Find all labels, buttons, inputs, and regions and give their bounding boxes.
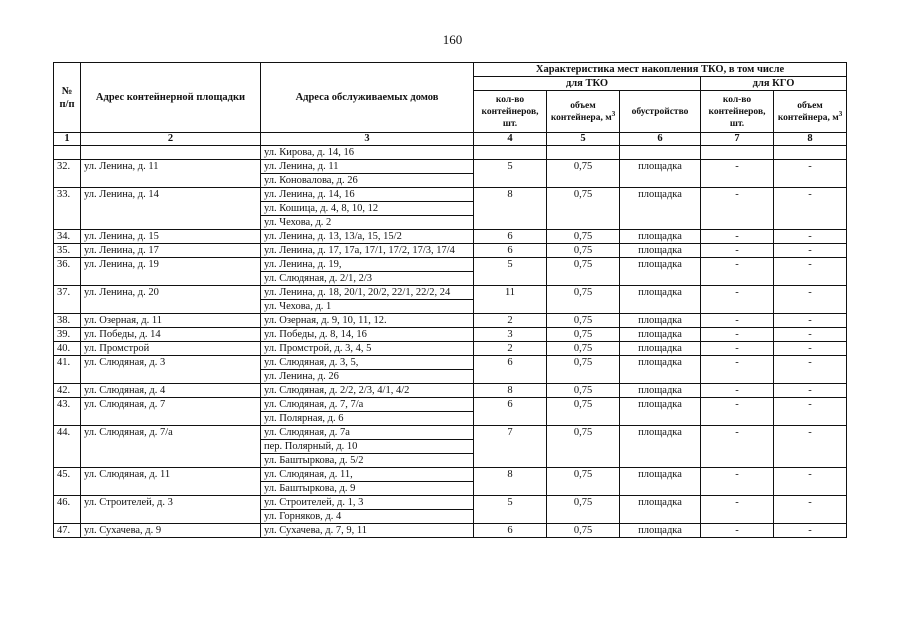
tko-container-count: 6 [474,230,547,244]
table-row [54,314,847,328]
row-number: 38. [54,314,81,328]
row-number: 32. [54,160,81,188]
column-number: 7 [701,133,774,146]
table-row [54,524,847,538]
column-number: 2 [81,133,261,146]
header-kgo-volume-sup: 3 [838,109,843,118]
tko-container-volume: 0,75 [547,356,620,384]
header-tko-volume [547,91,620,133]
tko-container-count: 5 [474,160,547,188]
site-arrangement: площадка [620,356,701,384]
tko-container-volume: 0,75 [547,384,620,398]
header-tko-count: кол-во контейнеров, шт. [474,91,547,133]
table-row [54,468,847,482]
kgo-container-count: - [701,328,774,342]
tko-container-volume: 0,75 [547,188,620,230]
table-row [54,496,847,510]
header-col-houses: Адреса обслуживаемых домов [261,63,474,133]
table-row [54,426,847,440]
tko-container-volume: 0,75 [547,398,620,426]
served-house-address: ул. Ленина, д. 13, 13/а, 15, 15/2 [261,230,474,244]
row-number: 33. [54,188,81,230]
table-row [54,160,847,174]
served-house-address: ул. Ленина, д. 14, 16 [261,188,474,202]
header-tko-volume-sup: 3 [611,109,616,118]
kgo-container-count: - [701,314,774,328]
row-number: 36. [54,258,81,286]
tko-container-count: 11 [474,286,547,314]
kgo-container-volume: - [774,356,847,384]
kgo-container-count: - [701,188,774,230]
tko-container-volume: 0,75 [547,244,620,258]
kgo-container-count: - [701,426,774,468]
table-row [54,244,847,258]
kgo-container-count: - [701,524,774,538]
header-group-title: Характеристика мест накопления ТКО, в том числе [474,63,847,77]
kgo-container-count: - [701,342,774,356]
tko-container-count: 7 [474,426,547,468]
row-number: 47. [54,524,81,538]
served-house-address: ул. Баштыркова, д. 5/2 [261,454,474,468]
table-row [54,328,847,342]
tko-container-count: 6 [474,398,547,426]
tko-container-volume: 0,75 [547,314,620,328]
header-tko: для ТКО [474,77,701,91]
row-number: 34. [54,230,81,244]
row-number: 40. [54,342,81,356]
row-number: 42. [54,384,81,398]
tko-container-count: 6 [474,356,547,384]
tko-container-count: 5 [474,258,547,286]
served-house-address: ул. Баштыркова, д. 9 [261,482,474,496]
kgo-container-volume: - [774,160,847,188]
kgo-container-count: - [701,258,774,286]
site-address [81,146,261,160]
kgo-container-count: - [701,160,774,188]
kgo-container-volume: - [774,496,847,524]
header-kgo-volume-text: объем контейнера, м [777,100,839,123]
header-col-no: № п/п [54,63,81,133]
header-col-address: Адрес контейнерной площадки [81,63,261,133]
served-house-address: ул. Коновалова, д. 26 [261,174,474,188]
site-address: ул. Ленина, д. 17 [81,244,261,258]
table-row [54,384,847,398]
served-house-address: ул. Ленина, д. 26 [261,370,474,384]
kgo-container-volume: - [774,468,847,496]
site-arrangement: площадка [620,258,701,286]
page-number: 160 [442,32,463,47]
column-number: 3 [261,133,474,146]
kgo-container-volume: - [774,244,847,258]
site-arrangement: площадка [620,496,701,524]
kgo-container-count: - [701,286,774,314]
tko-container-count: 2 [474,314,547,328]
table-row [54,146,847,160]
site-arrangement: площадка [620,328,701,342]
served-house-address: ул. Слюдяная, д. 7а [261,426,474,440]
site-address: ул. Строителей, д. 3 [81,496,261,524]
served-house-address: ул. Ленина, д. 19, [261,258,474,272]
site-address: ул. Слюдяная, д. 3 [81,356,261,384]
site-address: ул. Слюдяная, д. 7 [81,398,261,426]
kgo-container-volume: - [774,258,847,286]
tko-container-count: 2 [474,342,547,356]
tko-container-volume: 0,75 [547,258,620,286]
column-number: 6 [620,133,701,146]
kgo-container-volume [774,146,847,160]
tko-container-count: 8 [474,468,547,496]
kgo-container-volume: - [774,398,847,426]
kgo-container-count: - [701,496,774,524]
kgo-container-volume: - [774,188,847,230]
table-row [54,398,847,412]
column-number: 1 [54,133,81,146]
column-number: 8 [774,133,847,146]
kgo-container-volume: - [774,384,847,398]
served-house-address: ул. Полярная, д. 6 [261,412,474,426]
tko-container-volume: 0,75 [547,328,620,342]
tko-container-volume: 0,75 [547,286,620,314]
kgo-container-count: - [701,356,774,384]
tko-container-volume: 0,75 [547,230,620,244]
site-arrangement: площадка [620,398,701,426]
served-house-address: ул. Слюдяная, д. 3, 5, [261,356,474,370]
kgo-container-count: - [701,468,774,496]
tko-container-count: 8 [474,384,547,398]
site-arrangement: площадка [620,426,701,468]
served-house-address: ул. Ленина, д. 11 [261,160,474,174]
site-address: ул. Слюдяная, д. 7/а [81,426,261,468]
site-address: ул. Озерная, д. 11 [81,314,261,328]
site-address: ул. Слюдяная, д. 11 [81,468,261,496]
served-house-address: ул. Строителей, д. 1, 3 [261,496,474,510]
tko-container-volume: 0,75 [547,496,620,524]
site-arrangement: площадка [620,524,701,538]
tko-container-volume: 0,75 [547,342,620,356]
site-arrangement: площадка [620,188,701,230]
header-kgo: для КГО [701,77,847,91]
served-house-address: ул. Слюдяная, д. 11, [261,468,474,482]
table-row [54,258,847,272]
site-address: ул. Ленина, д. 19 [81,258,261,286]
row-number: 45. [54,468,81,496]
column-number-row [54,133,847,146]
tko-container-volume: 0,75 [547,524,620,538]
site-arrangement: площадка [620,468,701,496]
kgo-container-volume: - [774,342,847,356]
site-address: ул. Ленина, д. 11 [81,160,261,188]
tko-container-count: 3 [474,328,547,342]
table-row [54,342,847,356]
kgo-container-volume: - [774,426,847,468]
table-row [54,230,847,244]
tko-container-volume: 0,75 [547,468,620,496]
row-number: 44. [54,426,81,468]
site-arrangement [620,146,701,160]
kgo-container-volume: - [774,328,847,342]
served-house-address: ул. Чехова, д. 2 [261,216,474,230]
tko-container-count: 8 [474,188,547,230]
header-kgo-count: кол-во контейнеров, шт. [701,91,774,133]
tko-container-count: 5 [474,496,547,524]
table-row [54,286,847,300]
kgo-container-volume: - [774,286,847,314]
tko-container-count: 6 [474,244,547,258]
row-number: 37. [54,286,81,314]
tko-container-count: 6 [474,524,547,538]
header-arrangement: обустройство [620,91,701,133]
kgo-container-count: - [701,398,774,426]
kgo-container-volume: - [774,524,847,538]
site-arrangement: площадка [620,244,701,258]
served-house-address: ул. Слюдяная, д. 2/1, 2/3 [261,272,474,286]
site-arrangement: площадка [620,230,701,244]
kgo-container-count: - [701,384,774,398]
tko-container-volume [547,146,620,160]
tko-container-volume: 0,75 [547,160,620,188]
row-number: 41. [54,356,81,384]
table-row [54,356,847,370]
site-arrangement: площадка [620,286,701,314]
site-address: ул. Промстрой [81,342,261,356]
served-house-address: ул. Кирова, д. 14, 16 [261,146,474,160]
kgo-container-count [701,146,774,160]
served-house-address: ул. Кошица, д. 4, 8, 10, 12 [261,202,474,216]
kgo-container-volume: - [774,230,847,244]
site-arrangement: площадка [620,314,701,328]
row-number: 43. [54,398,81,426]
site-address: ул. Победы, д. 14 [81,328,261,342]
site-address: ул. Ленина, д. 20 [81,286,261,314]
row-number: 35. [54,244,81,258]
served-house-address: ул. Озерная, д. 9, 10, 11, 12. [261,314,474,328]
table-body [54,146,847,538]
served-house-address: ул. Ленина, д. 17, 17а, 17/1, 17/2, 17/3, 17/4 [261,244,474,258]
served-house-address: пер. Полярный, д. 10 [261,440,474,454]
served-house-address: ул. Слюдяная, д. 2/2, 2/3, 4/1, 4/2 [261,384,474,398]
site-arrangement: площадка [620,160,701,188]
row-number: 39. [54,328,81,342]
site-address: ул. Ленина, д. 15 [81,230,261,244]
kgo-container-count: - [701,244,774,258]
kgo-container-volume: - [774,314,847,328]
site-address: ул. Сухачева, д. 9 [81,524,261,538]
tko-container-count [474,146,547,160]
served-house-address: ул. Слюдяная, д. 7, 7/а [261,398,474,412]
table-row [54,188,847,202]
site-arrangement: площадка [620,342,701,356]
column-number: 4 [474,133,547,146]
row-number: 46. [54,496,81,524]
row-number [54,146,81,160]
header-kgo-volume [774,91,847,133]
column-number: 5 [547,133,620,146]
container-sites-table [53,62,847,538]
header-row-1 [54,63,847,77]
served-house-address: ул. Сухачева, д. 7, 9, 11 [261,524,474,538]
tko-container-volume: 0,75 [547,426,620,468]
site-address: ул. Ленина, д. 14 [81,188,261,230]
site-address: ул. Слюдяная, д. 4 [81,384,261,398]
kgo-container-count: - [701,230,774,244]
served-house-address: ул. Победы, д. 8, 14, 16 [261,328,474,342]
served-house-address: ул. Чехова, д. 1 [261,300,474,314]
header-tko-volume-text: объем контейнера, м [550,100,612,123]
site-arrangement: площадка [620,384,701,398]
served-house-address: ул. Ленина, д. 18, 20/1, 20/2, 22/1, 22/2, 24 [261,286,474,300]
served-house-address: ул. Горняков, д. 4 [261,510,474,524]
served-house-address: ул. Промстрой, д. 3, 4, 5 [261,342,474,356]
